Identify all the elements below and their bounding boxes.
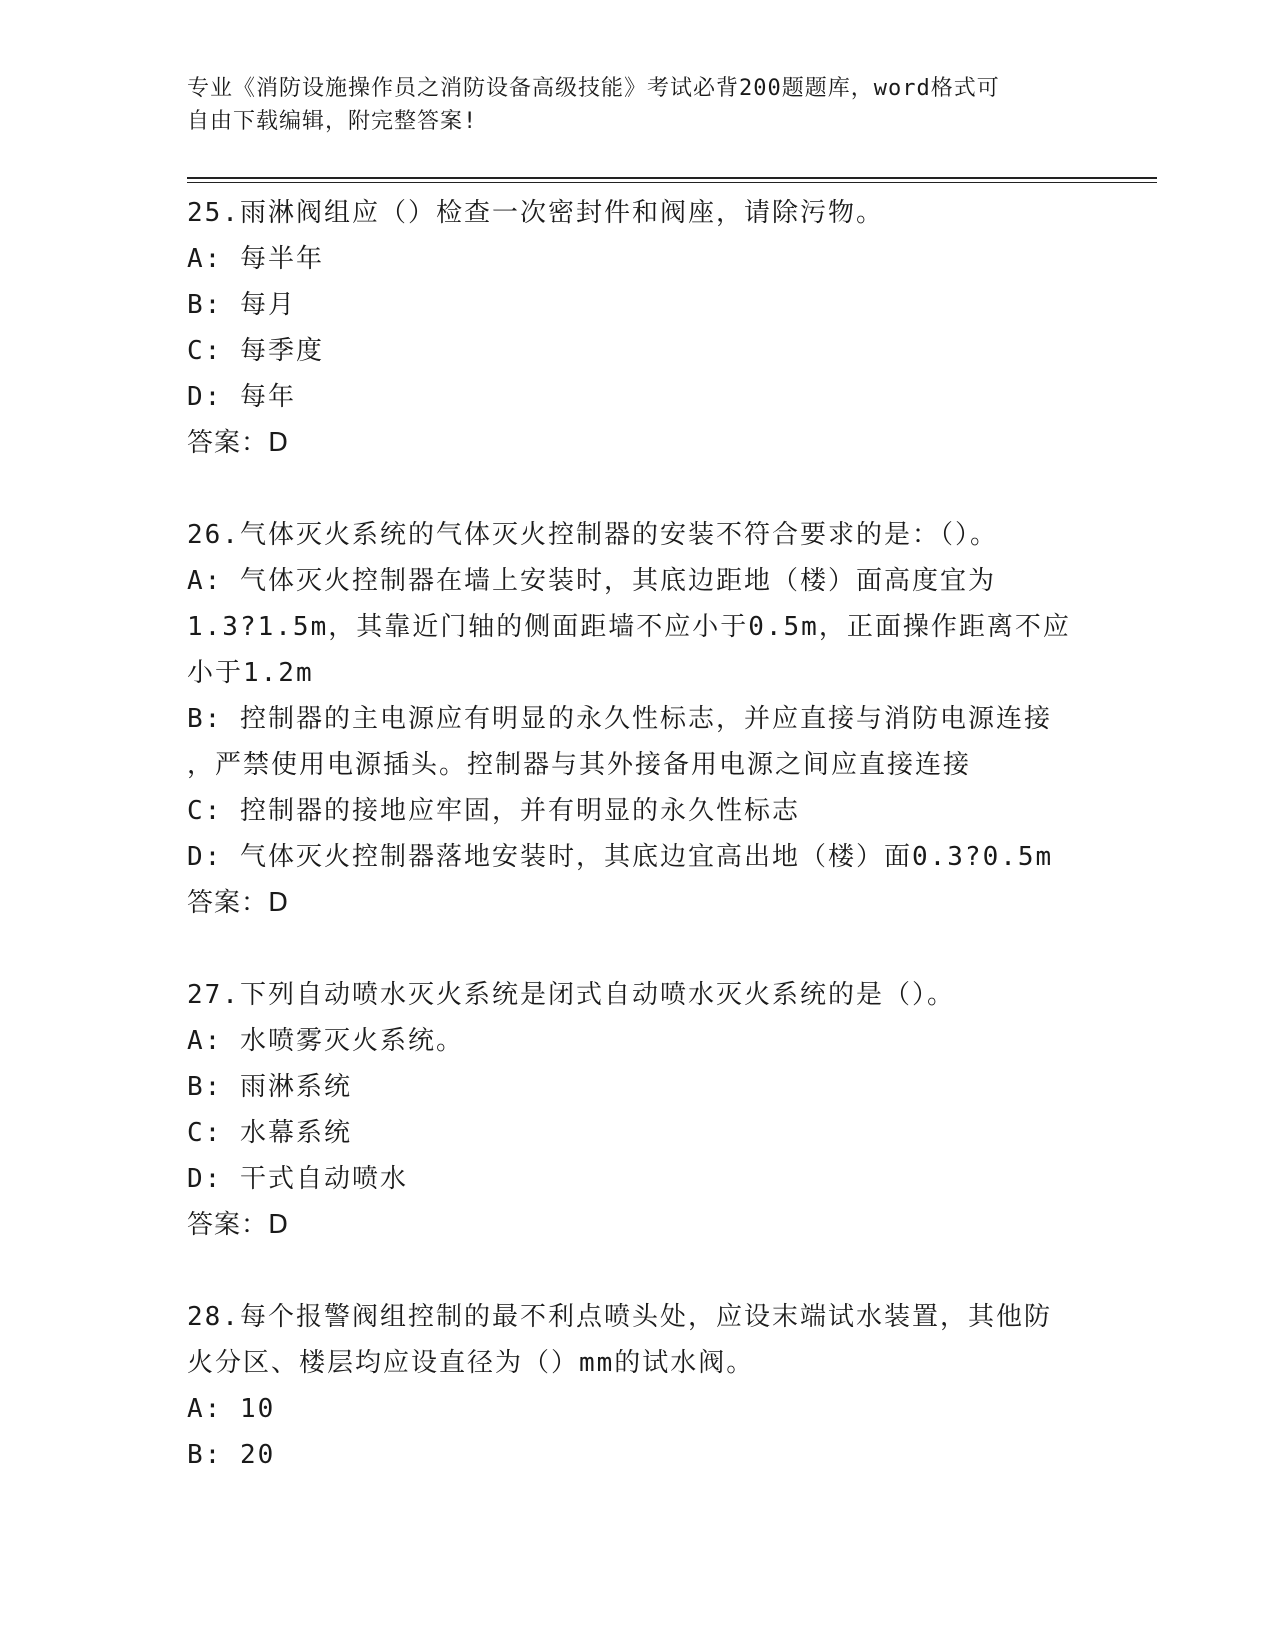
question-stem: 25.雨淋阀组应（）检查一次密封件和阀座，请除污物。 — [187, 198, 884, 228]
question-25 — [187, 190, 1147, 466]
question-stem: 27.下列自动喷水灭火系统是闭式自动喷水灭火系统的是（）。 — [187, 980, 955, 1010]
answer-line: 答案：D — [187, 1210, 290, 1240]
option-c: C: 水幕系统 — [187, 1118, 352, 1148]
header-line-1: 专业《消防设施操作员之消防设备高级技能》考试必背200题题库，word格式可 — [187, 76, 1000, 101]
option-c: C: 每季度 — [187, 336, 324, 366]
question-stem-continued: 火分区、楼层均应设直径为（）mm的试水阀。 — [187, 1348, 755, 1378]
option-d: D: 干式自动喷水 — [187, 1164, 408, 1194]
option-c: C: 控制器的接地应牢固，并有明显的永久性标志 — [187, 796, 800, 826]
question-27 — [187, 972, 1147, 1248]
question-28 — [187, 1294, 1147, 1478]
question-stem: 28.每个报警阀组控制的最不利点喷头处，应设末端试水装置，其他防 — [187, 1302, 1052, 1332]
header-divider-thin — [187, 182, 1157, 183]
option-a: A: 气体灭火控制器在墙上安装时，其底边距地（楼）面高度宜为 — [187, 566, 996, 596]
answer-line: 答案：D — [187, 428, 290, 458]
option-b: B: 每月 — [187, 290, 296, 320]
question-list — [187, 190, 1147, 1478]
option-d: D: 气体灭火控制器落地安装时，其底边宜高出地（楼）面0.3?0.5m — [187, 842, 1054, 872]
question-stem: 26.气体灭火系统的气体灭火控制器的安装不符合要求的是：（）。 — [187, 520, 998, 550]
option-b: B: 控制器的主电源应有明显的永久性标志，并应直接与消防电源连接 — [187, 704, 1052, 734]
option-a-continued: 1.3?1.5m，其靠近门轴的侧面距墙不应小于0.5m，正面操作距离不应 — [187, 612, 1071, 642]
option-b: B: 雨淋系统 — [187, 1072, 352, 1102]
question-spacer — [187, 466, 1147, 512]
option-b: B: 20 — [187, 1440, 276, 1470]
option-a: A: 每半年 — [187, 244, 324, 274]
question-26 — [187, 512, 1147, 926]
option-a: A: 10 — [187, 1394, 276, 1424]
question-spacer — [187, 926, 1147, 972]
document-header — [187, 72, 1087, 138]
option-b-continued: ，严禁使用电源插头。控制器与其外接备用电源之间应直接连接 — [187, 750, 972, 780]
answer-line: 答案：D — [187, 888, 290, 918]
option-a-continued: 小于1.2m — [187, 658, 314, 688]
question-spacer — [187, 1248, 1147, 1294]
header-divider-thick — [187, 177, 1157, 179]
option-a: A: 水喷雾灭火系统。 — [187, 1026, 464, 1056]
option-d: D: 每年 — [187, 382, 296, 412]
header-line-2: 自由下载编辑，附完整答案! — [187, 109, 478, 134]
